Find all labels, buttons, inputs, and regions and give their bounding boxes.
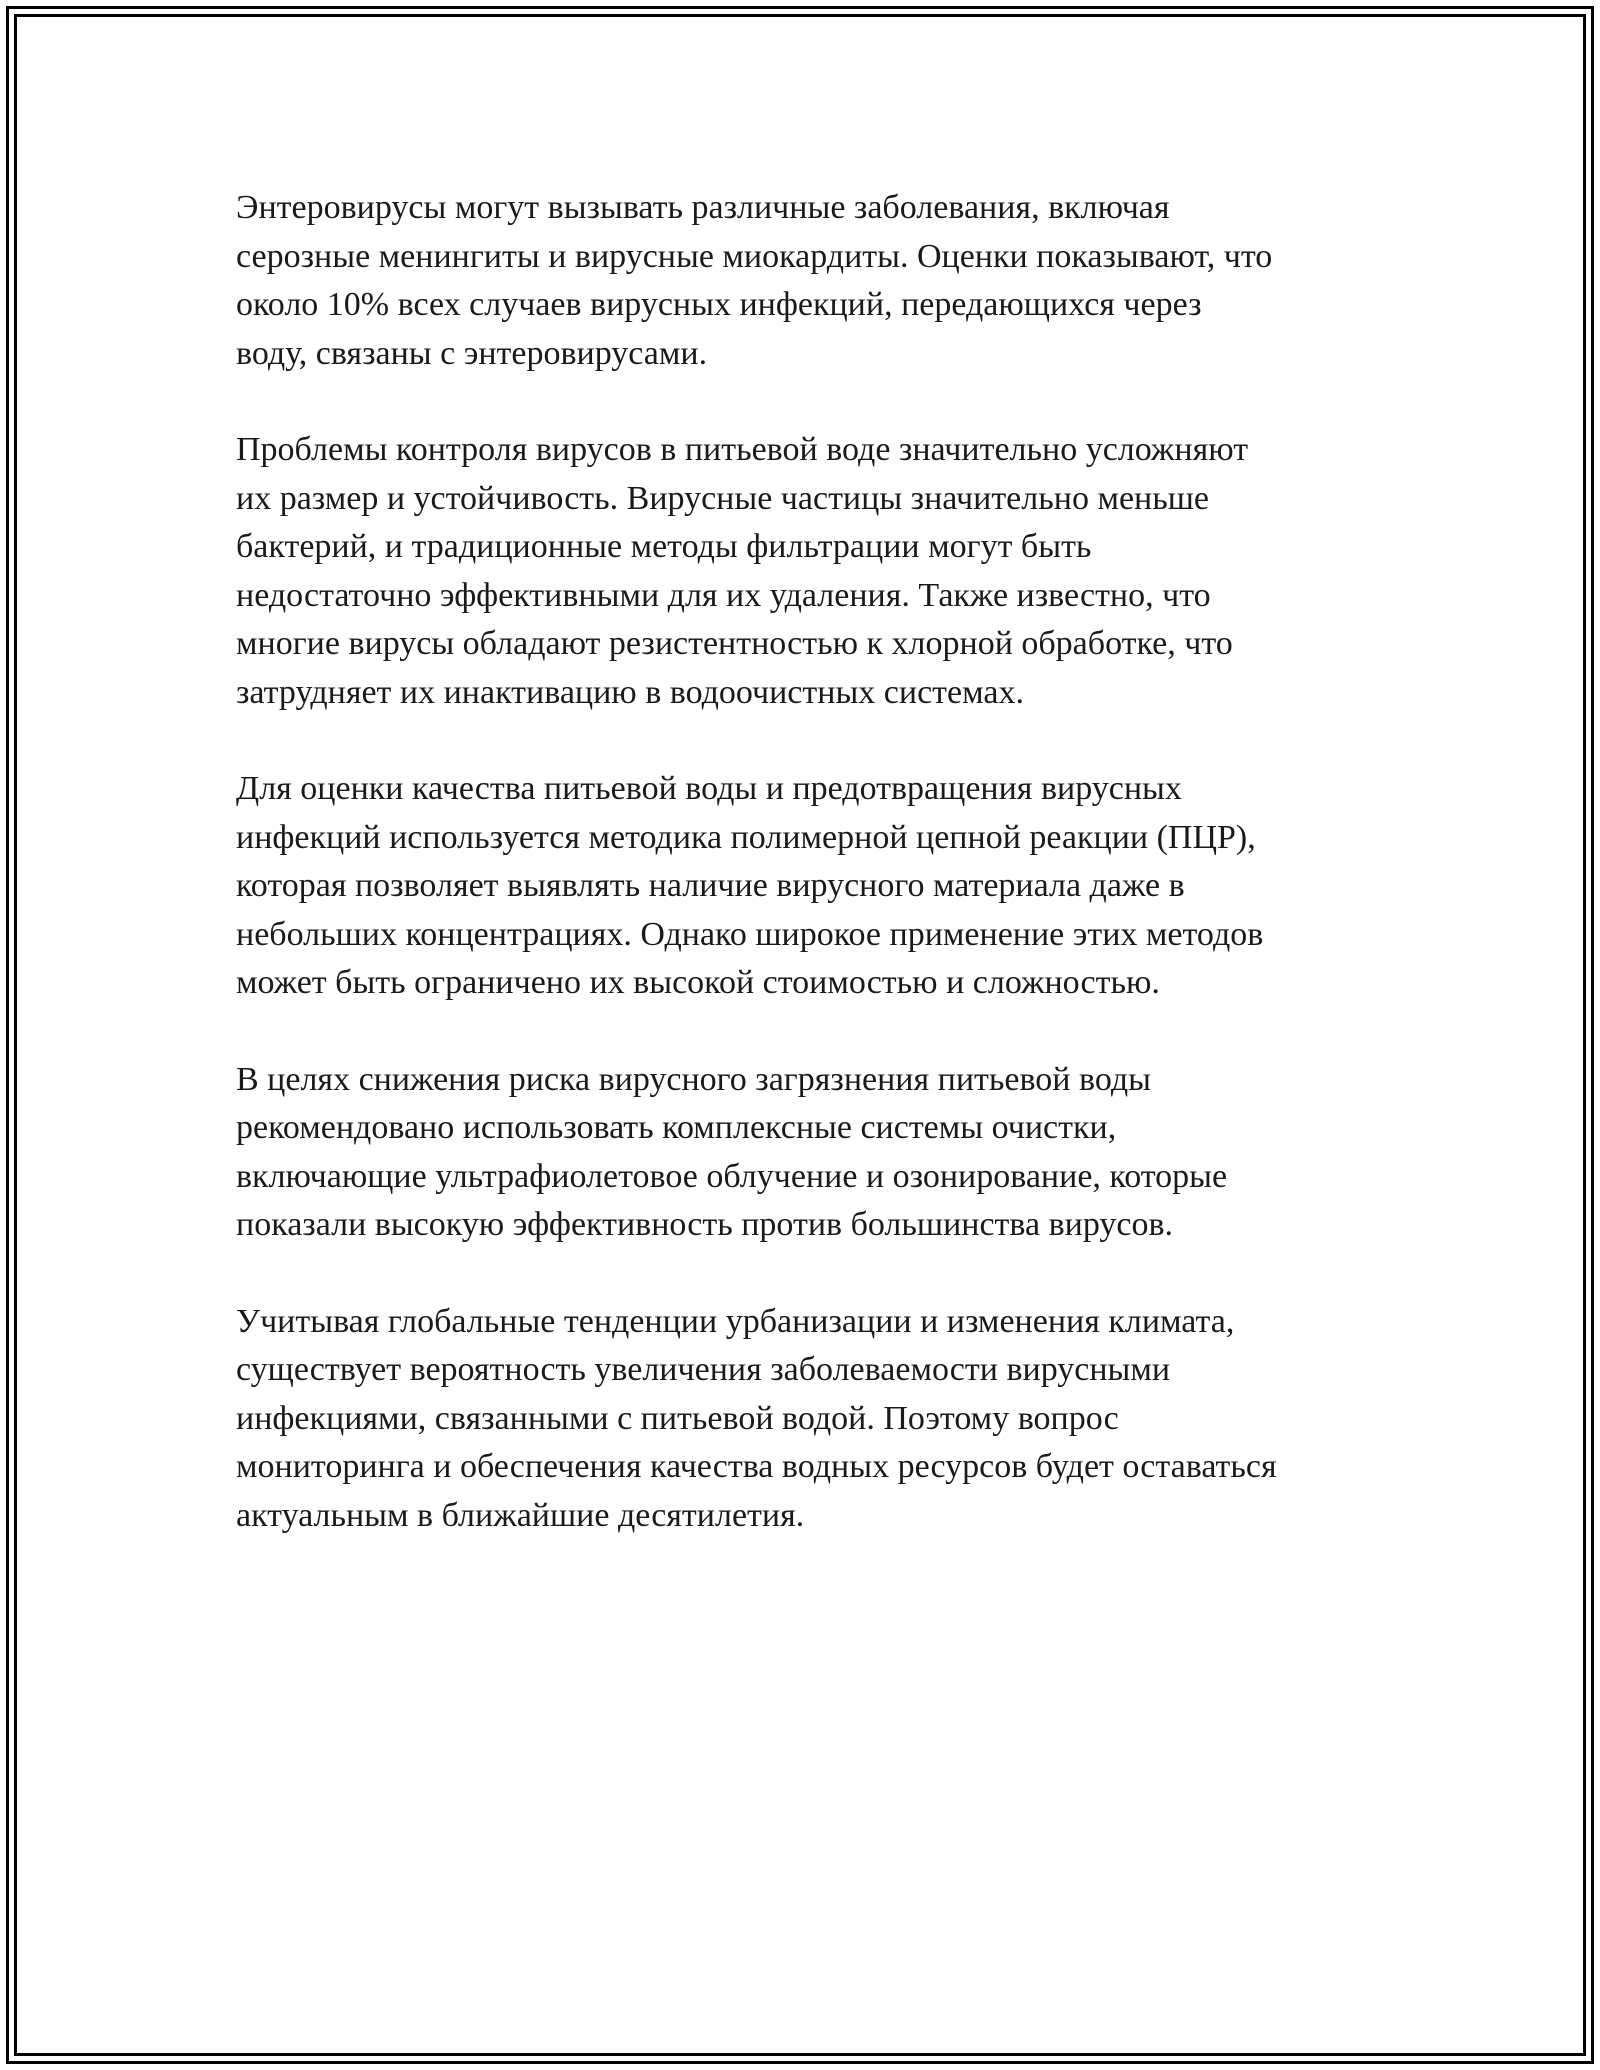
text-line: рекомендовано использовать комплексные системы очистки, [236,1109,1117,1146]
text-line: Учитывая глобальные тенденции урбанизации и изменения климата, [236,1302,1235,1340]
text-line: существует вероятность увеличения заболеваемости вирусными [236,1351,1171,1388]
text-line: Проблемы контроля вирусов в питьевой воде значительно усложняют [236,431,1249,468]
text-line: инфекций используется методика полимерной цепной реакции (ПЦР), [236,818,1256,856]
text-line: включающие ультрафиолетовое облучение и озонирование, которые [236,1157,1228,1195]
text-line: бактерий, и традиционные методы фильтрации могут быть [236,528,1092,565]
text-line: актуальным в ближайшие десятилетия. [236,1496,805,1534]
text-line: небольших концентрациях. Однако широкое применение этих методов [236,915,1264,953]
text-line: многие вирусы обладают резистентностью к хлорной обработке, что [236,625,1233,662]
text-line: затрудняет их инактивацию в водоочистных системах. [236,673,1024,711]
text-line: недостаточно эффективными для их удаления. Также известно, что [236,576,1211,614]
paragraph-1 [236,184,1376,378]
text-line: инфекциями, связанными с питьевой водой. Поэтому вопрос [236,1399,1119,1437]
text-line: около 10% всех случаев вирусных инфекций, передающихся через [236,286,1202,323]
text-line: воду, связаны с энтеровирусами. [236,334,708,372]
text-line: которая позволяет выявлять наличие вирусного материала даже в [236,867,1185,904]
paragraph-4 [236,1056,1376,1250]
text-line: В целях снижения риска вирусного загрязнения питьевой воды [236,1060,1151,1098]
text-line: Энтеровирусы могут вызывать различные заболевания, включая [236,189,1170,226]
text-line: мониторинга и обеспечения качества водных ресурсов будет оставаться [236,1448,1277,1485]
text-line: может быть ограничено их высокой стоимостью и сложностью. [236,964,1160,1001]
text-line: их размер и устойчивость. Вирусные частицы значительно меньше [236,479,1210,517]
document-body [236,184,1376,1588]
paragraph-5 [236,1298,1376,1541]
text-line: Для оценки качества питьевой воды и предотвращения вирусных [236,770,1182,807]
paragraph-3 [236,765,1376,1008]
text-line: показали высокую эффективность против большинства вирусов. [236,1206,1174,1243]
text-line: серозные менингиты и вирусные миокардиты. Оценки показывают, что [236,237,1273,275]
paragraph-2 [236,426,1376,717]
